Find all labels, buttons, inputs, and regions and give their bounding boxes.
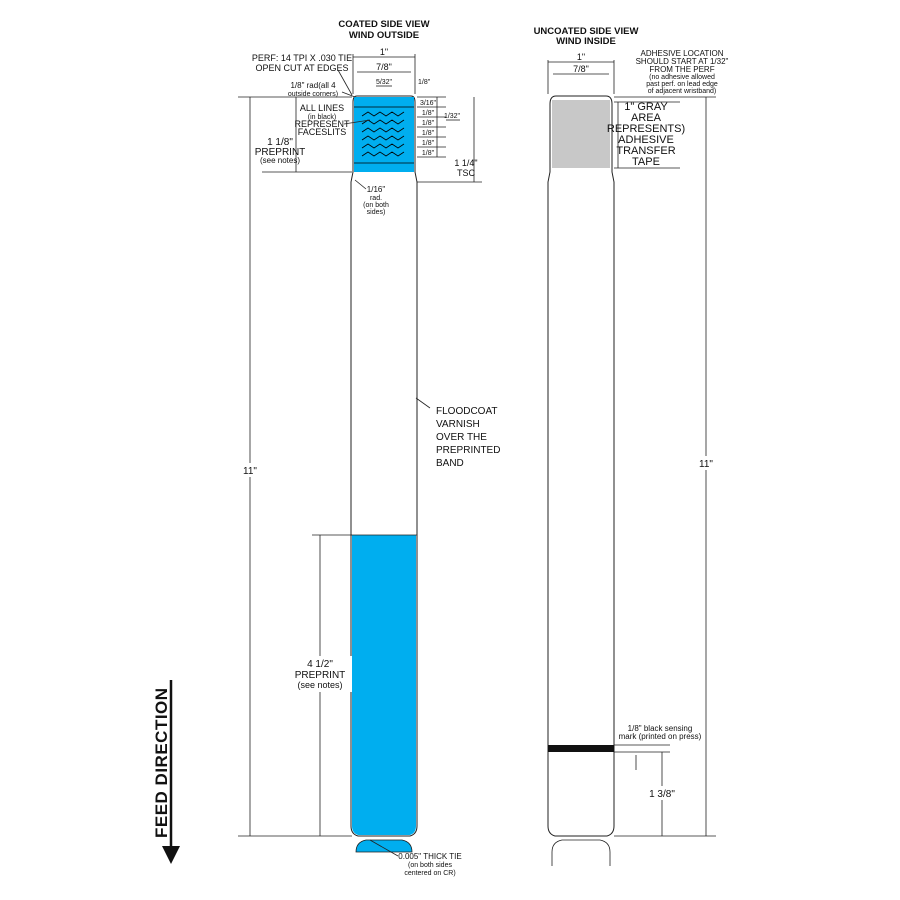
tsc-label: TSC [457,168,475,178]
stack-dim-4: 1/8" [421,130,435,137]
uncoated-band-outline [548,96,614,836]
coated-dim-11: 11" [243,466,257,477]
coated-width-dims [353,47,431,94]
coated-header-line1: COATED SIDE VIEW [338,19,430,30]
tie-line2: (on both sides [408,862,452,869]
flood-line2: VARNISH [436,419,480,430]
top-preprint-note: (see notes) [259,156,301,165]
sense-note-line1: 1/8" black sensing [627,724,693,733]
adh-note-line2: SHOULD START AT 1/32" [635,57,729,66]
uncoated-header-line1: UNCOATED SIDE VIEW [533,26,639,37]
uncoated-dim-11: 11" [699,459,713,470]
corner-rad-line1: 1/8" rad(all 4 [290,81,336,90]
uncoated-adjacent-tab [552,840,610,866]
black-sensing-mark [548,745,614,752]
lines-note-line1: ALL LINES [299,103,345,113]
adhesive-transfer-area [552,100,610,168]
bottom-preprint-note: (see notes) [297,680,343,690]
adh-note-line3: FROM THE PERF [649,65,715,74]
stack-dim-2: 1/8" [421,110,435,117]
sense-note-line2: mark (printed on press) [618,732,702,741]
faceslit-stack-dims [417,97,482,182]
feed-arrow-head [162,846,180,864]
adh-note-line4: (no adhesive allowed [649,74,715,81]
top-preprint-label: PREPRINT [254,147,306,158]
flood-line4: PREPRINTED [436,445,501,456]
tie-line3: centered on CR) [404,870,456,877]
sense-dim-1-3-8: 1 3/8" [649,789,675,800]
rad16-line2: rad. [369,195,383,202]
top-preprint-dim: 1 1/8" [267,137,293,148]
coated-dim-1-8-right: 1/8" [418,79,431,86]
gray-note-line2: AREA [631,112,661,124]
uncoated-dim-1in: 1" [576,52,586,62]
lines-note-line3: REPRESENT [294,119,350,129]
flood-line5: BAND [436,458,464,469]
adh-note-line5: past perf. on lead edge [646,81,718,88]
gray-note-line6: TAPE [632,156,660,168]
coated-bottom-preprint [352,535,416,835]
coated-dim-1in: 1" [379,47,389,57]
lines-note-line4: FACESLITS [297,127,347,137]
coated-side-view [238,19,500,877]
coated-dim-7-8: 7/8" [376,62,392,72]
coated-dim-5-32: 5/32" [375,79,393,86]
stack-dim-5: 1/8" [421,140,435,147]
coated-header-line2: WIND OUTSIDE [348,30,420,41]
feed-direction-label: FEED DIRECTION [152,687,171,838]
uncoated-dim-7-8: 7/8" [573,64,589,74]
tie-line1: 0.005" THICK TIE [398,852,462,861]
uncoated-header-line2: WIND INSIDE [556,36,616,47]
adh-note-line1: ADHESIVE LOCATION [640,49,724,58]
gray-note-line3: REPRESENTS) [606,123,686,135]
perf-note-line2: OPEN CUT AT EDGES [255,63,349,73]
gray-note-line1: 1" GRAY [624,101,668,113]
adh-note-line6: of adjacent wristband) [647,88,717,95]
adjacent-band-tab [356,840,412,852]
lines-note-line2: (in black) [307,114,337,121]
gray-note-line5: TRANSFER [616,145,676,157]
stack-dim-1: 3/16" [419,100,437,107]
tsc-dim: 1 1/4" [454,158,478,168]
bottom-preprint-dim: 4 1/2" [307,659,333,670]
flood-line3: OVER THE [436,432,487,443]
gray-note-line4: ADHESIVE [618,134,674,146]
dim-1-32: 1/32" [443,113,461,120]
corner-rad-line2: outside corners) [287,91,339,98]
feed-direction-indicator [152,680,180,864]
stack-dim-6: 1/8" [421,150,435,157]
flood-line1: FLOODCOAT [436,406,498,417]
uncoated-side-view [534,26,729,866]
rad16-line3: (on both [363,202,389,209]
rad16-line1: 1/16" [366,185,386,194]
rad16-line4: sides) [366,209,386,216]
coated-top-preprint [354,97,414,172]
stack-dim-3: 1/8" [421,120,435,127]
bottom-preprint-label: PREPRINT [294,670,346,681]
perf-note-line1: PERF: 14 TPI X .030 TIE [251,53,353,63]
